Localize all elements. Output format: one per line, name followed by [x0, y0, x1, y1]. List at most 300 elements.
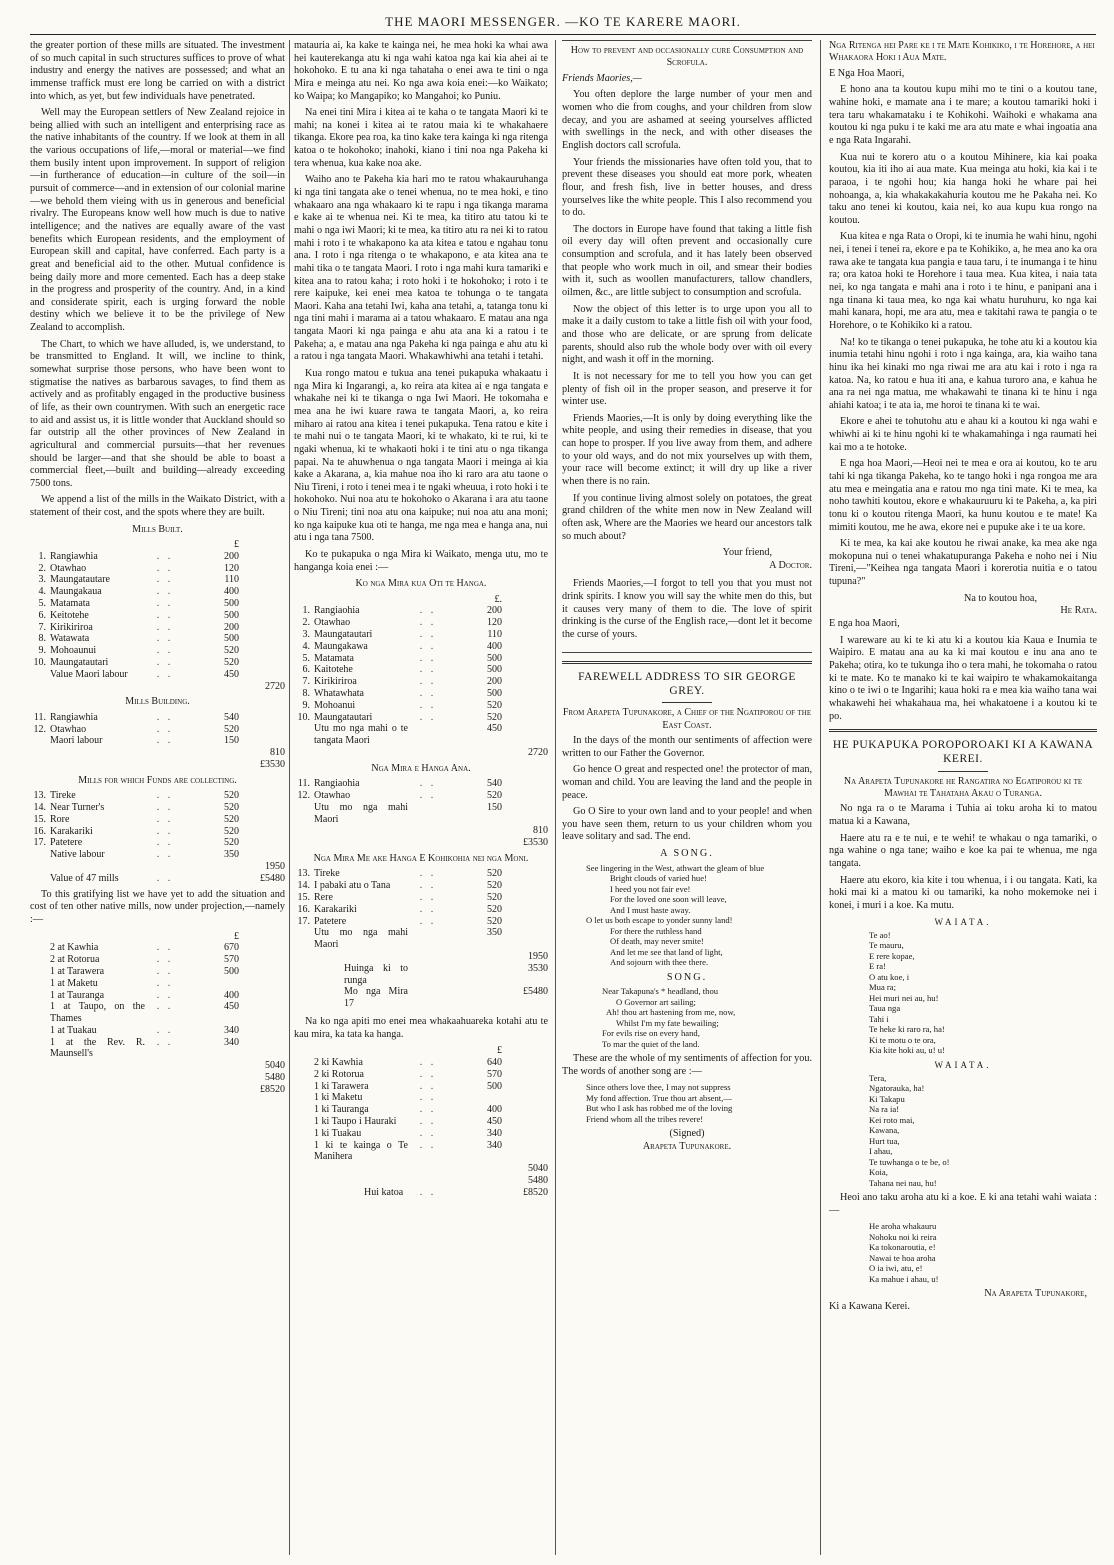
- letter-paragraph: Na! ko te tikanga o tenei pukapuka, he tohe atu ki a koutou kia inumia tetahi hinu ngohi i roto i nga kainga, ara, kia waiho tana hinu ika hei kinaki mo nga riwai me ara atu kai i roto i nga ra katoa. Na, ko ratou e hua iti ana, e kahua turoro ana, e kahua he ana ra nei nga matua, me whakawahi te tinana ki te hinu i nga ahiahi katoa; i te ata ia, me horoi te tinana ki te wai.: [829, 336, 1097, 411]
- mill-name: Karakariki: [50, 825, 93, 837]
- leader-dots: . .: [156, 802, 174, 814]
- row-number: 1.: [302, 605, 310, 617]
- value-total: £5480: [260, 872, 285, 884]
- letter-paragraph: Friends Maories,—It is only by doing everything like the white people, and using their remedies in disease, that you can hope to prosper. If you live away from them, and adhere to your old ways, and do not mix yourselves up with them, your race will become extinct; it will dry up like a river when there is no rain.: [562, 412, 812, 487]
- mill-name: Watawata: [50, 633, 90, 645]
- letter-paragraph: Your friends the missionaries have often told you, that to prevent these diseases you should eat more pork, wheaten flour, and fresh fish, live in better houses, and dress yourselves like the white people. This I also recommend you to do.: [562, 156, 812, 219]
- leader-dots: . .: [156, 1001, 174, 1013]
- poroporoaki-paragraph: Haere atu ekoro, kia kite i tou whenua, i i ou tangata. Kati, ka hoki mai ki a matou ki ou tamariki, ka noho mokemoke nei i konei, i muri i a koe. Ka mutu.: [829, 874, 1097, 911]
- mill-cost: 500: [487, 1080, 502, 1092]
- row-number: 10.: [297, 711, 310, 723]
- value-label: Value of 47 mills: [50, 872, 119, 884]
- apiti-table: [294, 1045, 548, 1163]
- mill-cost: 340: [224, 1036, 239, 1048]
- mill-name: Rangiawhia: [50, 711, 98, 723]
- leader-dots: . .: [156, 609, 174, 621]
- mill-cost: 400: [224, 586, 239, 598]
- verse-line: My fond affection. True thou art absent,—: [586, 1092, 732, 1103]
- total-cell: [502, 868, 548, 880]
- letter-paragraph: Ki te mea, ka kai ake koutou he riwai anake, ka mea ake nga mokopuna nui o tenei whakatupuranga Pakeha e noho nei i Niu Tireni,—"Keihea nga tangata Maori i korerotia nuitia e o tatou tupuna?": [829, 538, 1097, 588]
- mill-name: 1 ki Maketu: [314, 1092, 363, 1104]
- mill-name: Tireke: [314, 868, 340, 880]
- moni-table: [294, 868, 548, 927]
- verse-line: Kia kite hoki au, u! u!: [869, 1045, 945, 1056]
- total-cell: [239, 837, 285, 849]
- total-cell: [502, 1057, 548, 1069]
- ritenga-title: Nga Ritenga hei Pare ke i te Mate Kohikiko, i te Horehore, a hei Whakaora Hoki i Aua Mate.: [829, 40, 1095, 64]
- total-cell: [502, 1081, 548, 1093]
- verse-line: He aroha whakauru: [869, 1221, 937, 1232]
- farewell-title: FAREWELL ADDRESS TO SIR GEORGE GREY.: [578, 670, 796, 697]
- header-rule: [30, 34, 1096, 35]
- labour-label: Maori labour: [50, 735, 103, 747]
- subtotal: 5040: [265, 1060, 285, 1072]
- table-row: [294, 1116, 548, 1128]
- row-number: [294, 1081, 314, 1093]
- subtotal: 1950: [265, 861, 285, 872]
- total-cell: [502, 916, 548, 928]
- leader-dots: . .: [419, 664, 437, 676]
- mill-cost: 540: [487, 778, 502, 790]
- verse-line: But who I ask has robbed me of the loving: [586, 1103, 733, 1114]
- leader-dots: . .: [419, 1104, 437, 1116]
- verse-line: Nohoku noi ki reira: [869, 1231, 937, 1242]
- total-cell: [502, 712, 548, 724]
- total-cell: [239, 563, 285, 575]
- total-cell: [239, 814, 285, 826]
- total-cell: [239, 724, 285, 736]
- row-number: 13.: [297, 868, 310, 880]
- row-number: 9.: [38, 645, 46, 657]
- table-row: [294, 1081, 548, 1093]
- leader-dots: . .: [419, 903, 437, 915]
- row-number: [30, 1037, 50, 1061]
- leader-dots: . .: [156, 550, 174, 562]
- article-paragraph: Na enei tini Mira i kitea ai te kaha o te tangata Maori ki te mahi; na konei i kitea ai te ratou maia ki te whakahaere tikanga. Ekore pea roa, ka tino kake tera kainga ki nga ritenga katoa o te hokohoko; inahoki, kiano i tini noa nga Pakeha ki tera whenua, kua kake noa ake.: [294, 107, 548, 169]
- article-paragraph: Ko te pukapuka o nga Mira ki Waikato, menga utu, mo te hanganga koia enei :—: [294, 548, 548, 573]
- row-number: 12.: [297, 790, 310, 801]
- table-row: [294, 1128, 548, 1140]
- mill-cost: 200: [487, 676, 502, 688]
- letter-paragraph: E nga hoa Maori,—Heoi nei te mea e ora ai koutou, ko te aru tahi ki nga tikanga Pakeha, ko te tango hoki i nga rongoa me ara atu mea e meingatia ana e ratou mo nga tini mate. Ki te mea, ka noho tawhiti koutou, ekore e whakauruuru ki te Pakeha, a, ka piri tonu ki o koutou ritenga Maori, ka hunu koutou e te mate! Ka mimiti koutou, me he awa, ekore nei e pupuke ake i te ua kore.: [829, 458, 1097, 533]
- row-number: 8.: [38, 633, 46, 645]
- labour-label: Utu mo nga mahi o te tangata Maori: [314, 723, 408, 747]
- oti-table: [294, 594, 548, 724]
- row-number: 2.: [302, 617, 310, 629]
- mill-name: 2 ki Kawhia: [314, 1057, 363, 1069]
- row-number: [30, 942, 50, 954]
- farewell-from: From Arapeta Tupunakore, a Chief of the Ngatiporou of the East Coast.: [562, 707, 812, 731]
- leader-dots: . .: [156, 790, 174, 802]
- row-number: 15.: [297, 891, 310, 903]
- section-rule: [562, 661, 812, 664]
- remedy-title: How to prevent and occasionally cure Consumption and Scrofula.: [570, 45, 804, 69]
- farewell-paragraph: Go O Sire to your own land and to your people! and when you have seen them, return to us your children whom you leave solitary and sad. The end.: [562, 806, 812, 843]
- mill-cost: 400: [487, 1104, 502, 1116]
- verse-line: Na ra ia!: [869, 1104, 900, 1115]
- total-cell: [239, 966, 285, 978]
- remedy-letter: [562, 40, 812, 653]
- mill-name: Kirikiriroa: [50, 621, 93, 633]
- row-number: 4.: [38, 586, 46, 598]
- total-cell: [502, 688, 548, 700]
- apiti-summary: 5040 5480 Hui katoa . . £8520: [294, 1163, 548, 1198]
- table-row: [30, 574, 285, 586]
- mill-name: Kirikiriroa: [314, 676, 357, 688]
- row-number: 17.: [33, 837, 46, 849]
- total-cell: [239, 586, 285, 598]
- verse-line: For evils rise on every hand,: [602, 1028, 700, 1039]
- article-paragraph: matauria ai, ka kake te kainga nei, he mea hoki ka whai awa hei kauterekanga atu ki nga wahi katoa nga kai kia ahei ai te hokohoko. E tu ana ki nga tahataha o enei awa te tini o nga Mira e meinga atu nei. Ko nga awa koia enei:—ko Waikato; ko Waipa; ko Mangapiko; ko Mangahoi; ko Puniu.: [294, 40, 548, 102]
- mill-cost: 520: [487, 711, 502, 723]
- subtotal: 810: [533, 825, 548, 837]
- article-paragraph: Na ko nga apiti mo enei mea whakaahuareka kotahi atu te kau mira, ka tata ka hanga.: [294, 1015, 548, 1040]
- total-cell: [502, 778, 548, 790]
- table-row: [294, 904, 548, 916]
- leader-dots: . .: [156, 633, 174, 645]
- column-maori-article: [294, 40, 548, 1199]
- total-cell: [502, 641, 548, 653]
- letter-paragraph: Now the object of this letter is to urge upon you all to make it a daily custom to take a little fish oil with your food, and those who are delicate, or are sprung from delicate parents, should also rub the whole body over with oil every night, and wash it off in the morning.: [562, 303, 812, 366]
- row-number: 3.: [38, 574, 46, 586]
- row-number: 2.: [38, 562, 46, 574]
- article-paragraph: The Chart, to which we have alluded, is, we understand, to be transmitted to England. It will, we incline to think, somewhat surprise those persons, who have been wont to stigmatise the natives as barbarous savages, to find them as actively and as profitably engaged in the productive business of life, as their own countrymen. With such an energetic race to aid and assist us, it is little wonder that Auckland should so far outstrip all the other provinces of New Zealand in agricultural and commercial pursuits—that her revenues should be larger—and that she should be able to boast a commercial fleet,—built and building—already exceeding 7500 tons.: [30, 338, 285, 489]
- row-number: 11.: [297, 778, 310, 790]
- row-number: [294, 1069, 314, 1081]
- row-number: 6.: [38, 609, 46, 621]
- row-number: 4.: [302, 640, 310, 652]
- poroporoaki-paragraph: Haere atu ra e te nui, e te wehi! te whakau o nga tamariki, o nga wahine o nga tane; waiho e koe ka pai te whenua, me nga tangata.: [829, 832, 1097, 870]
- leader-dots: . .: [156, 621, 174, 633]
- waiata-verse: [869, 1221, 1097, 1284]
- table-row: [294, 1140, 548, 1164]
- mills-funds-heading: Mills for which Funds are collecting.: [78, 774, 237, 786]
- mill-name: 1 at Tuakau: [50, 1024, 97, 1036]
- mill-cost: 670: [224, 942, 239, 954]
- mill-cost: 520: [224, 723, 239, 735]
- verse-line: O let us both escape to yonder sunny land!: [586, 915, 733, 926]
- pound-sign: £.: [494, 593, 502, 605]
- total-cell: [239, 942, 285, 954]
- mill-name: Tireke: [50, 790, 76, 802]
- letter-paragraph: Kua nui te korero atu o a koutou Mihinere, kia kai poaka koutou, kia iti iho ai aua mate. Kua meinga atu hoki, kia kai i te paraoa, i te ngohi hou; kia hanga hoki he whare pai hei nohoanga, a, kia whakakakahuria koutou me he Pakaha nei. Ko taku ano tenei ki koutou, kaia nei, ko aua kupu kua rongo na koutou.: [829, 151, 1097, 226]
- mill-cost: 400: [224, 989, 239, 1001]
- signature: A Doctor.: [769, 559, 812, 571]
- leader-dots: . .: [419, 778, 437, 790]
- mill-cost: 520: [487, 699, 502, 711]
- table-row: [294, 880, 548, 892]
- letter-paragraph: It is not necessary for me to tell you how you can get plenty of fish oil in the proper season, and preserve it for winter use.: [562, 370, 812, 408]
- total-cell: [239, 954, 285, 966]
- mill-name: Maungakawa: [314, 640, 368, 652]
- labour-value: 150: [224, 735, 239, 747]
- table-row: [30, 598, 285, 610]
- mill-cost: 120: [487, 617, 502, 629]
- mill-name: Mohoaunui: [50, 645, 97, 657]
- mill-name: Rangiaohia: [314, 605, 360, 617]
- farewell-paragraph: In the days of the month our sentiments of affection were written to our Father the Governor.: [562, 734, 812, 759]
- verse-line: Since others love thee, I may not suppress: [586, 1082, 731, 1093]
- subtotal: 5480: [265, 1072, 285, 1084]
- row-number: 7.: [38, 621, 46, 633]
- row-number: [294, 1128, 314, 1140]
- farewell-paragraph: Go hence O great and respected one! the protector of man, woman and child. You are leaving the land and the people in peace.: [562, 764, 812, 801]
- signed-label: (Signed): [669, 1128, 705, 1140]
- total-cell: [239, 1001, 285, 1025]
- table-row: [294, 653, 548, 665]
- article-paragraph: Kua rongo matou e tukua ana tenei pukapuka whakaatu i nga Mira ki Ingarangi, a, ko reira ata kitea ai e nga tangata e whakahe nei ki te tikanga o nga Iwi Maori. He tokomaha e mea ana he iwi kuare rawa te tangata Maori, a, ko reira miharo ai ratou ana kitea i tenei pukapuka. Tena ratou e kite i te mahi nui o te tangata Maori, ki te whakato, ki te rui, ki te ngaki whenua, ki te whakaoti hoki i te tini atu o nga tikanga papai. Na te ahuwhenua o nga tangata Maori i meinga ai kia kake a Akarana, a, kia mahue noa iho ki raro ara atu taone o Niu Tireni, i roto i tenei mea i te ngaki wheuua, i roto hoki i te hokohoko. Nui noa atu te hokohoko o Akarana i ara atu taone o Niu Tireni; tini noa atu ona kaipuke; nui noa atu ana moni; ko nga kaipuke kua oti te hanga, me nga mea e hanga ana, nui atu i nga tana 7500.: [294, 368, 548, 544]
- mill-name: Near Turner's: [50, 802, 105, 814]
- mill-name: 1 at Tarawera: [50, 965, 105, 977]
- total-cell: [502, 892, 548, 904]
- leader-dots: . .: [156, 813, 174, 825]
- mills-building-heading: Mills Building.: [125, 696, 190, 708]
- running-total: £3530: [260, 759, 285, 771]
- total-cell: [502, 1128, 548, 1140]
- table-row: [294, 778, 548, 790]
- row-number: 5.: [302, 652, 310, 664]
- letter-paragraph: The doctors in Europe have found that taking a little fish oil every day will often prevent and occasionally cure consumption and scrofula, and it has lately been observed that people who work much in oil, and smear their bodies with it, such as woollen manufacturers, tallow chandlers, oilmen, &c., are little subject to consumption and scrofula.: [562, 223, 812, 299]
- mill-cost: 520: [224, 837, 239, 849]
- table-row: [30, 826, 285, 838]
- leader-dots: . .: [156, 989, 174, 1001]
- leader-dots: . .: [156, 562, 174, 574]
- verse-line: Taua nga: [869, 1003, 901, 1014]
- table-row: [30, 563, 285, 575]
- subtotal: 810: [270, 747, 285, 759]
- mills-building-summary: Maori labour . . 150 810 £3530: [50, 735, 285, 771]
- verse-line: I ahau,: [869, 1146, 893, 1157]
- total-cell: [239, 826, 285, 838]
- row-number: 13.: [33, 790, 46, 802]
- letter-paragraph: Kua kitea e nga Rata o Oropi, ki te inumia he wahi hinu, ngohi nei, i tenei i tenei ra, ekore e pa te Kohikiko, a, he mea ano ka ora rawa ake te tangata kua pangia e taua taru, i te inumanga i te hinu ra; ora katoa hoki te Horehore i taua mea. Kua kitea, i naia tata nei, ko nga tangata e mahi ana i roto i te hinu, e panipani ana i nga tinana ki taua mea, ko nga kai whatu huruhuru, ko nga kai mahi kanara, hopi, me ara atu, mea e takitahi rawa te pangia o te Horehore, o te Kohikiko ki a ratou.: [829, 231, 1097, 331]
- labour-value: 150: [487, 801, 502, 813]
- verse-line: Bright clouds of varied hue!: [610, 873, 707, 884]
- mill-name: 1 at Tauranga: [50, 989, 105, 1001]
- verse-line: Whilst I'm my fate bewailing;: [616, 1017, 719, 1028]
- mill-cost: 500: [487, 688, 502, 700]
- mill-name: Rangiawhia: [50, 550, 98, 562]
- row-number: [294, 1104, 314, 1116]
- verse-line: Tahana nei nau, hu!: [869, 1177, 937, 1188]
- table-row: [294, 1057, 548, 1069]
- leader-dots: . .: [419, 629, 437, 641]
- labour-value: 450: [487, 723, 502, 735]
- table-row: [30, 802, 285, 814]
- mill-cost: 340: [224, 1024, 239, 1036]
- verse-line: Mua ra;: [869, 982, 896, 993]
- table-row: [294, 790, 548, 802]
- mill-cost: 520: [487, 915, 502, 927]
- table-row: [294, 617, 548, 629]
- mill-cost: 520: [224, 802, 239, 814]
- total-cell: [502, 1104, 548, 1116]
- row-number: 16.: [33, 825, 46, 837]
- total-cell: [239, 802, 285, 814]
- mill-name: Otawhao: [314, 790, 351, 801]
- row-number: 8.: [302, 688, 310, 700]
- mill-cost: 500: [224, 598, 239, 610]
- verse-line: Te heke ki raro ra, ha!: [869, 1024, 945, 1035]
- verse-line: Ka tokonaroutia, e!: [869, 1242, 936, 1253]
- leader-dots: . .: [419, 1068, 437, 1080]
- letter-paragraph: If you continue living almost solely on potatoes, the great grand children of the white men now in New Zealand will often ask, Where are the Maories we heard our ancestors talk so much about?: [562, 492, 812, 542]
- table-row: [294, 868, 548, 880]
- table-row: [294, 916, 548, 928]
- table-row: [294, 1092, 548, 1104]
- pound-sign: £: [234, 539, 239, 551]
- mill-cost: 200: [487, 605, 502, 617]
- verse-line: Tera,: [869, 1072, 887, 1083]
- column-divider: [555, 40, 556, 1555]
- table-row: [30, 1025, 285, 1037]
- total-cell: [502, 1116, 548, 1128]
- hanga-summary: [294, 802, 548, 849]
- total-cell: [239, 574, 285, 586]
- subtotal: 5040: [528, 1163, 548, 1175]
- mills-funds-table: [30, 790, 285, 849]
- poroporoaki-from: Na Arapeta Tupunakore he Rangatira no Egatiporou ki te Mawhai te Tahataha Akau o Turanga.: [843, 775, 1083, 800]
- table-row: [30, 978, 285, 990]
- mill-name: 1 at the Rev. R. Maunsell's: [50, 1036, 145, 1060]
- leader-dots: . .: [419, 652, 437, 664]
- total-cell: [502, 904, 548, 916]
- hanga-table: [294, 778, 548, 802]
- row-number: 6.: [302, 664, 310, 676]
- mill-cost: 110: [224, 574, 239, 586]
- song-title: A SONG.: [660, 848, 714, 860]
- huinga-label: Huinga ki to runga: [344, 962, 408, 986]
- table-row: [294, 1069, 548, 1081]
- column-maori-letters: [829, 40, 1097, 1314]
- mill-name: Keitotehe: [50, 609, 89, 621]
- mill-name: Otawhao: [50, 562, 87, 574]
- table-row: [30, 610, 285, 622]
- verse-line: Ah! thou art hastening from me, now,: [606, 1007, 736, 1018]
- mill-name: Maungakaua: [50, 586, 102, 598]
- projection-table: [30, 931, 285, 1061]
- total-cell: [239, 790, 285, 802]
- article-paragraph: Waiho ano te Pakeha kia hari mo te ratou whakauruhanga ki nga tini tangata ake o tenei whenua, no te mea hoki, e tino whakaaro ana nga whakaaro ki te rapu i nga tikanga marama e kake ai te whenua nei. Ki te mea, ka titiro atu tatou ki te mahi o nga iwi Maori; ki te mea, ka titiro atu ra nei ki to ratou mahi i roto i te whakapono ka ata kitea e tatou e ngahau tonu ana. I roto i nga ritenga o te whakapono, e ata kitea ana te mahi tika o te tangata Maori. I roto i nga mahi kura tamariki e kitea ana to ratou kaha; i roto hoki i te hokohoko; i roto i te rere kaipuke, kei enei mea katoa te tohunga o te tangata Maori. Kaha ana tetahi Iwi, kaha ana tetahi, a, tatanga tonu ki nga tini mahi i marama ai a tatou whakaaro. E matau ana nga tangata Maori ki nga painga e ahu ata ana ki a ratou i te Pakeha; a, e matau ana nga Pakeha ki nga painga e ahu atu ki a ratou i nga tangata Maori. Whakawhiwhi ana tetahi i tetahi.: [294, 174, 548, 363]
- table-row: [30, 814, 285, 826]
- oti-summary: [294, 723, 548, 758]
- mill-name: 1 ki Tuakau: [314, 1127, 362, 1139]
- mill-name: 1 at Taupo, on the Thames: [50, 1001, 145, 1025]
- total-cell: [239, 990, 285, 1002]
- verse-line: And I must haste away.: [610, 904, 691, 915]
- table-row: [30, 966, 285, 978]
- section-rule: [829, 729, 1097, 732]
- mill-name: Maungatautare: [50, 574, 110, 586]
- table-row: [30, 633, 285, 645]
- mill-name: 1 ki te kainga o Te Manihera: [314, 1139, 408, 1163]
- waiata-title: WAIATA.: [934, 916, 992, 927]
- mill-name: 2 ki Rotorua: [314, 1068, 364, 1080]
- leader-dots: . .: [156, 723, 174, 735]
- table-row: [30, 551, 285, 563]
- leader-dots: . .: [419, 676, 437, 688]
- leader-dots: . .: [156, 598, 174, 610]
- mill-cost: 200: [224, 621, 239, 633]
- signer: Arapeta Tupunakore.: [642, 1140, 732, 1152]
- verse-line: For the loved one soon will leave,: [610, 894, 727, 905]
- row-number: 17.: [297, 915, 310, 927]
- row-number: 15.: [33, 813, 46, 825]
- verse-line: Friend whom all the tribes revere!: [586, 1113, 704, 1124]
- table-row: [294, 629, 548, 641]
- mill-cost: 500: [224, 633, 239, 645]
- row-number: 10.: [33, 657, 46, 669]
- letter-paragraph: Ekore e ahei te tohutohu atu e ahau ki a koutou ki nga wahi e whiwhi ai ki te hinu ngohi ki te whakamahinga i nga raumati hei kai mo a te hotoke.: [829, 416, 1097, 453]
- labour-label: Value Maori labour: [50, 668, 128, 680]
- total-cell: [502, 1092, 548, 1104]
- hanga-heading: Nga Mira e Hanga Ana.: [371, 762, 471, 774]
- row-number: 11.: [33, 711, 46, 723]
- verse-line: Hurt tua,: [869, 1135, 900, 1146]
- verse-line: Nawai te hoa aroha: [869, 1252, 936, 1263]
- farewell-paragraph: These are the whole of my sentiments of affection for you. The words of another song are :—: [562, 1053, 812, 1077]
- verse-line: For there the ruthless hand: [610, 925, 702, 936]
- table-row: [30, 657, 285, 669]
- verse-line: O ia iwi, atu, e!: [869, 1263, 923, 1274]
- mill-cost: 340: [487, 1127, 502, 1139]
- mill-name: Matamata: [50, 598, 90, 610]
- labour-label: Utu mo nga mahi Maori: [314, 801, 408, 825]
- moni-heading: Nga Mira Me ake Hanga E Kohikohia nei nga Moni.: [313, 852, 529, 864]
- table-row: [30, 712, 285, 724]
- mill-name: Maungatautari: [50, 657, 109, 669]
- leader-dots: . .: [419, 868, 437, 880]
- mill-name: Patetere: [314, 915, 347, 927]
- signoff: Your friend,: [722, 547, 772, 559]
- article-paragraph: We append a list of the mills in the Waikato District, with a statement of their cost, and the spots where they are built.: [30, 494, 285, 519]
- running-total: £3530: [523, 837, 548, 849]
- mill-cost: 520: [224, 825, 239, 837]
- mill-cost: 500: [224, 965, 239, 977]
- mill-name: Otawhao: [50, 723, 87, 735]
- table-row: [30, 1001, 285, 1025]
- subtotal: 1950: [528, 950, 548, 962]
- mill-cost: 110: [487, 629, 502, 641]
- mills-funds-summary: Native labour . . 350 1950 Value of 47 mills . . £5480: [50, 849, 285, 884]
- total-cell: [502, 617, 548, 629]
- mill-cost: 500: [224, 609, 239, 621]
- mill-name: Karakariki: [314, 903, 357, 915]
- greeting: E nga hoa Maori,: [829, 618, 900, 630]
- total-cell: [239, 598, 285, 610]
- page-header: THE MAORI MESSENGER. —KO TE KARERE MAORI.: [385, 14, 741, 29]
- salutation: Friends Maories,—: [562, 72, 642, 84]
- mill-cost: 520: [487, 903, 502, 915]
- mill-name: 1 ki Taupo i Hauraki: [314, 1116, 397, 1127]
- waiata-verse: [869, 930, 1097, 1056]
- song-verse: [586, 1082, 812, 1124]
- mills-built-table: [30, 539, 285, 669]
- waiata-title: WAIATA.: [934, 1059, 992, 1070]
- table-row: [30, 586, 285, 598]
- verse-line: O Governor art sailing;: [616, 996, 696, 1007]
- verse-line: O atu koe, i: [869, 971, 910, 982]
- total-cell: [502, 880, 548, 892]
- leader-dots: . .: [419, 1080, 437, 1092]
- mill-name: Mohoanui: [314, 699, 356, 711]
- labour-value: 350: [224, 849, 239, 861]
- song2-title: SONG.: [666, 971, 708, 983]
- verse-line: Kawana,: [869, 1125, 900, 1136]
- row-number: [294, 1140, 314, 1164]
- letter-paragraph: You often deplore the large number of your men and women who die from coughs, and your children from slow decay, and you are ashamed at seeing yourselves afflicted with swellings in the neck, and with other diseases the English doctors call scrofula.: [562, 89, 812, 151]
- mill-name: 1 at Maketu: [50, 977, 98, 989]
